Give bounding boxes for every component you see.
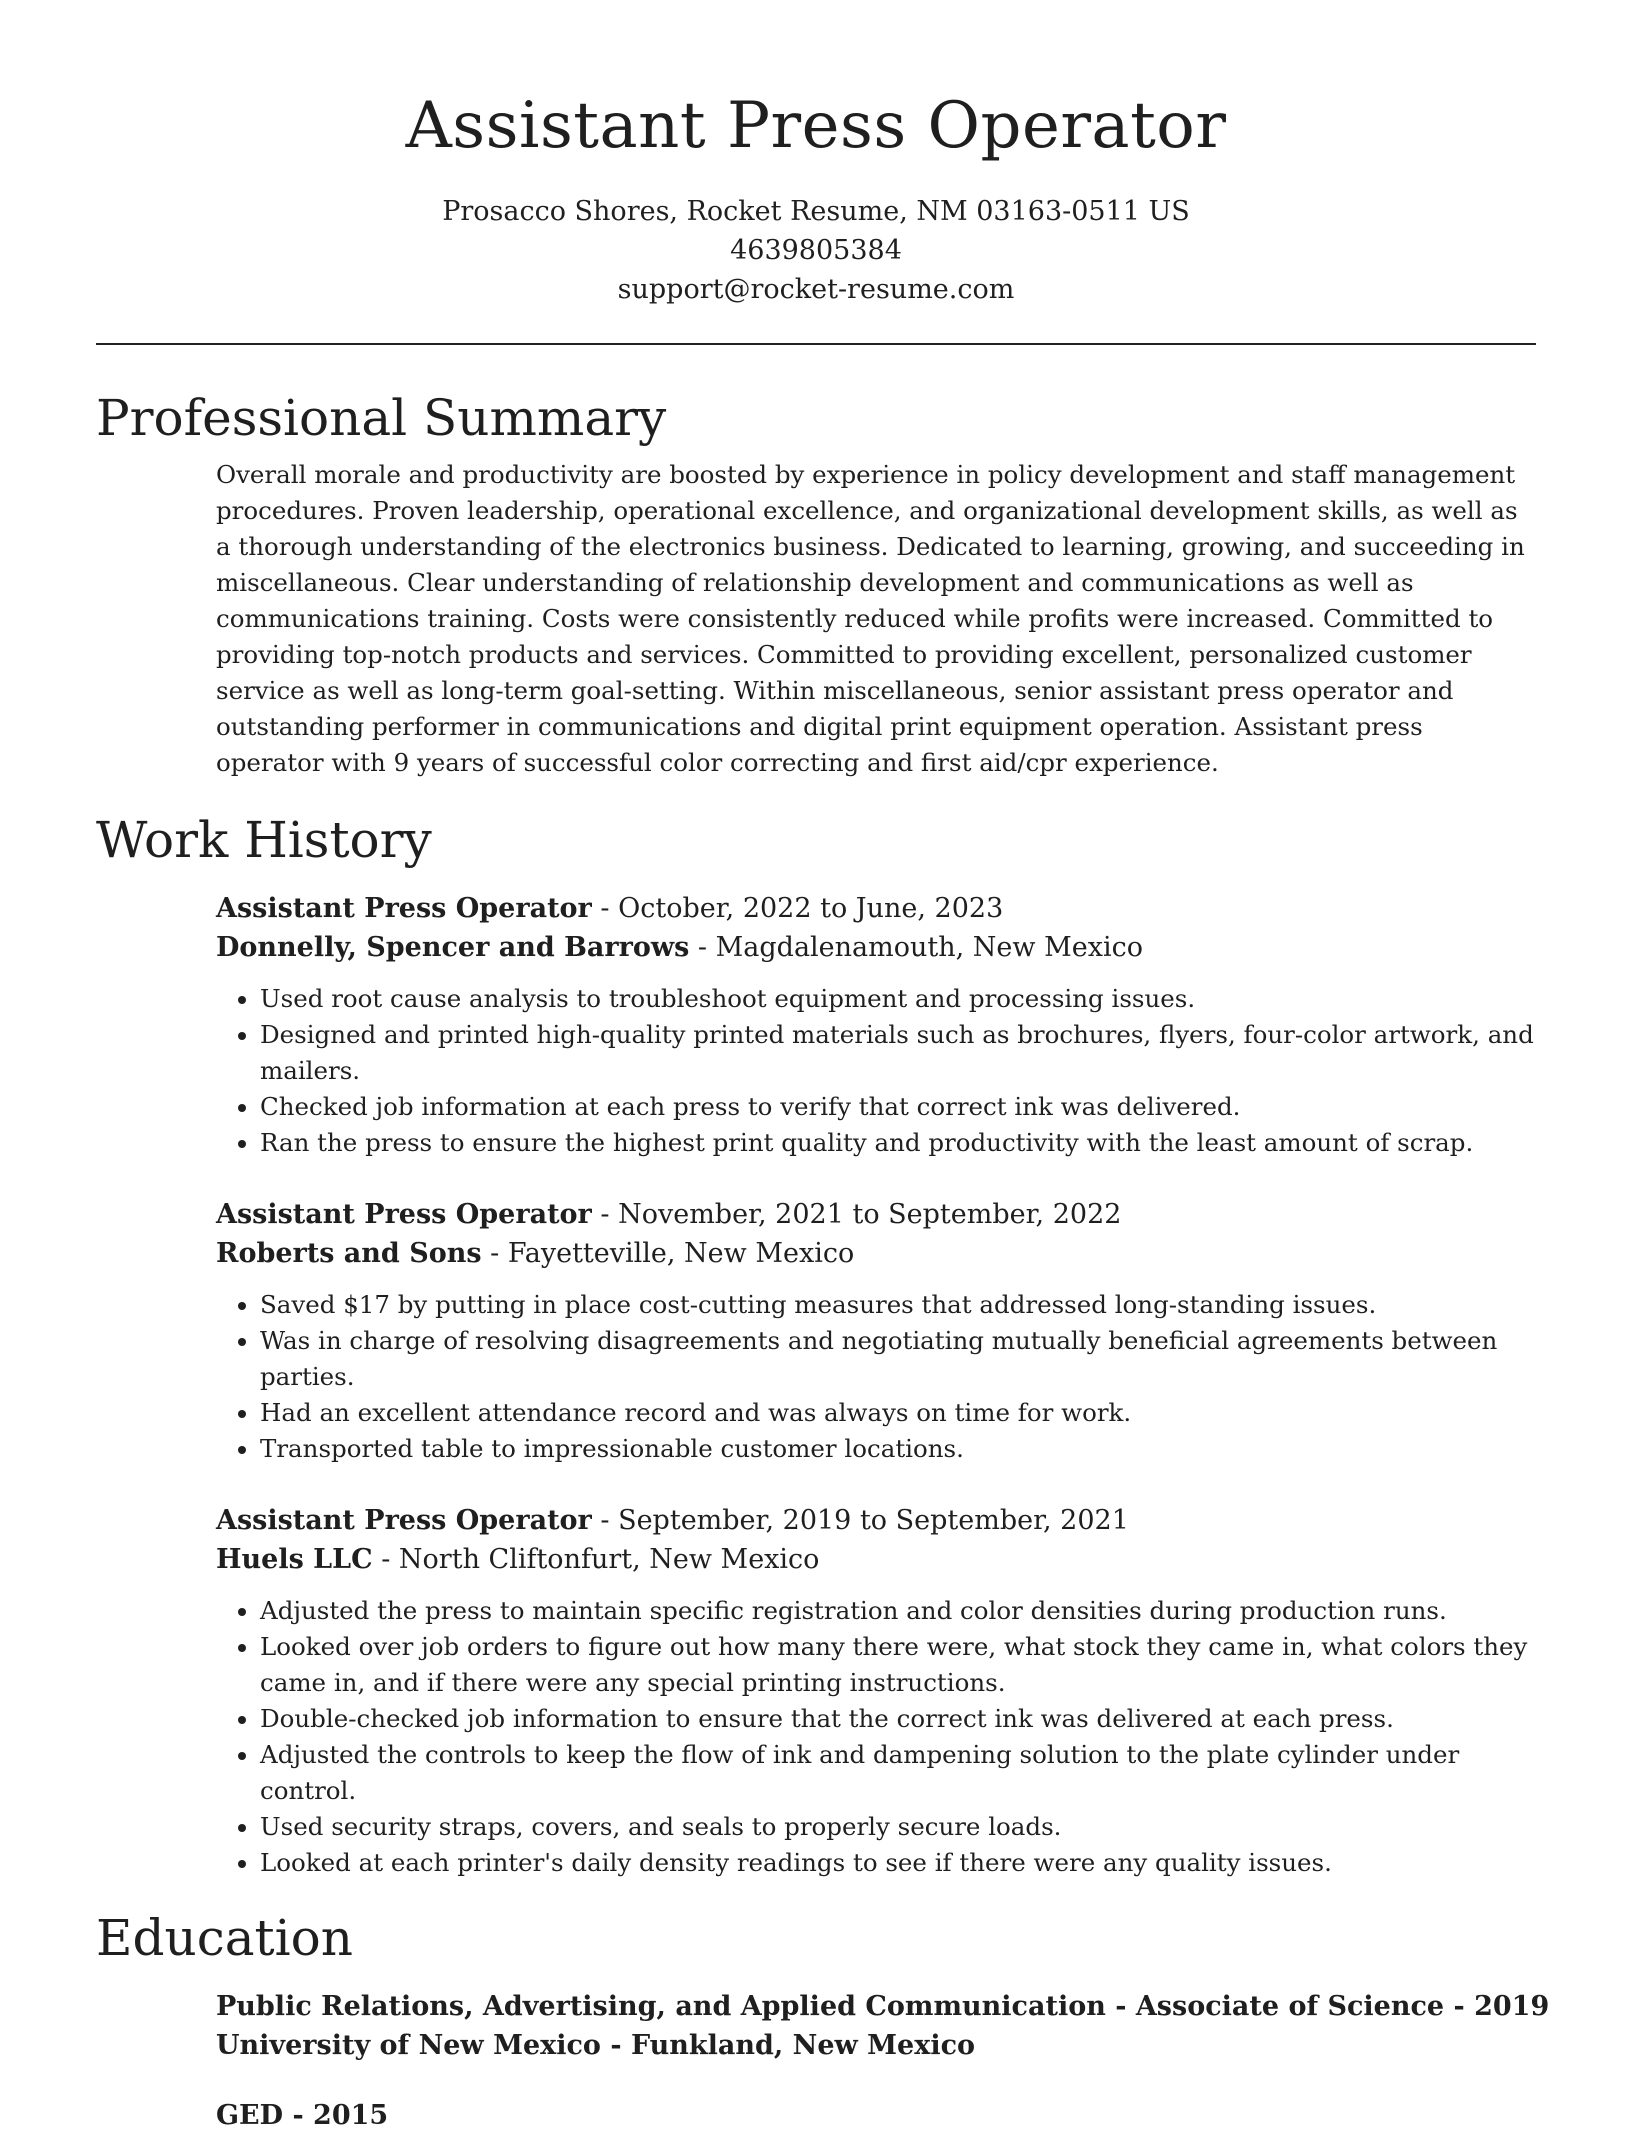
contact-address: Prosacco Shores, Rocket Resume, NM 03163-0511 US — [442, 196, 1190, 227]
list-item: • Adjusted the controls to keep the flow of ink and dampening solution to the plate cylinder under control. — [260, 1737, 1536, 1809]
list-item: • Transported table to impressionable customer locations. — [260, 1431, 1536, 1467]
job-dates: - September, 2019 to September, 2021 — [591, 1505, 1129, 1536]
job-company-line — [216, 928, 1536, 967]
list-item: • Used root cause analysis to troubleshoot equipment and processing issues. — [260, 981, 1536, 1017]
list-item: • Saved $17 by putting in place cost-cutting measures that addressed long-standing issues. — [260, 1287, 1536, 1323]
resume-header — [96, 84, 1536, 309]
job-company: Donnelly, Spencer and Barrows — [216, 932, 690, 963]
list-item: • Was in charge of resolving disagreements and negotiating mutually beneficial agreements between parties. — [260, 1323, 1536, 1395]
job-role: Assistant Press Operator — [216, 1199, 592, 1230]
list-item: • Used security straps, covers, and seals to properly secure loads. — [260, 1809, 1536, 1845]
job-role: Assistant Press Operator — [216, 893, 592, 924]
contact-phone: 4639805384 — [730, 235, 902, 266]
job-company: Huels LLC — [216, 1544, 373, 1575]
job-location: - North Cliftonfurt, New Mexico — [372, 1544, 820, 1575]
list-item: • Ran the press to ensure the highest print quality and productivity with the least amount of scrap. — [260, 1125, 1536, 1161]
job-title-line — [216, 889, 1536, 928]
summary-section — [96, 387, 1536, 781]
education-school: University of New Mexico - Funkland, New Mexico — [216, 2030, 976, 2061]
list-item: • Had an excellent attendance record and was always on time for work. — [260, 1395, 1536, 1431]
job-company-line — [216, 1234, 1536, 1273]
candidate-name: Assistant Press Operator — [405, 89, 1227, 163]
job-role: Assistant Press Operator — [216, 1505, 592, 1536]
education-degree: GED - 2015 — [216, 2100, 389, 2131]
job-location: - Magdalenamouth, New Mexico — [689, 932, 1143, 963]
education-entry — [216, 2096, 1536, 2135]
job-company: Roberts and Sons — [216, 1238, 482, 1269]
job-location: - Fayetteville, New Mexico — [481, 1238, 855, 1269]
summary-text: Overall morale and productivity are boosted by experience in policy development and staff management procedures. Proven leadership, operational excellence, and organizational development skills, as well as a thorough understanding of the electronics business. Dedicated to learning, growing, and succeeding in miscellaneous. Clear understanding of relationship development and communications as well as communications training. Costs were consistently reduced while profits were increased. Committed to providing top-notch products and services. Committed to providing excellent, personalized customer service as well as long-term goal-setting. Within miscellaneous, senior assistant press operator and outstanding performer in communications and digital print equipment operation. Assistant press operator with 9 years of successful color correcting and first aid/cpr experience. — [216, 460, 1525, 777]
education-heading: Education — [96, 1909, 353, 1967]
list-item: • Checked job information at each press to verify that correct ink was delivered. — [260, 1089, 1536, 1125]
header-divider — [96, 343, 1536, 345]
education-section — [96, 1907, 1550, 2135]
contact-email: support@rocket-resume.com — [617, 274, 1015, 305]
education-entry — [216, 1987, 1550, 2065]
list-item: • Adjusted the press to maintain specific registration and color densities during production runs. — [260, 1593, 1536, 1629]
job-dates: - October, 2022 to June, 2023 — [591, 893, 1004, 924]
work-history-section — [96, 809, 1536, 1881]
job-entry — [216, 1195, 1536, 1467]
job-company-line — [216, 1540, 1536, 1579]
job-entry — [216, 889, 1536, 1161]
summary-heading: Professional Summary — [96, 389, 667, 447]
job-dates: - November, 2021 to September, 2022 — [591, 1199, 1122, 1230]
job-entry — [216, 1501, 1536, 1881]
list-item: • Looked at each printer's daily density readings to see if there were any quality issues. — [260, 1845, 1536, 1881]
list-item: • Double-checked job information to ensure that the correct ink was delivered at each press. — [260, 1701, 1536, 1737]
job-bullets — [216, 1287, 1536, 1467]
job-bullets — [216, 1593, 1536, 1881]
work-history-heading: Work History — [96, 811, 432, 869]
job-title-line — [216, 1195, 1536, 1234]
list-item: • Looked over job orders to figure out how many there were, what stock they came in, what colors they came in, and if there were any special printing instructions. — [260, 1629, 1536, 1701]
list-item: • Designed and printed high-quality printed materials such as brochures, flyers, four-color artwork, and mailers. — [260, 1017, 1536, 1089]
job-bullets — [216, 981, 1536, 1161]
education-degree: Public Relations, Advertising, and Applied Communication - Associate of Science - 2019 — [216, 1991, 1550, 2022]
contact-info — [96, 192, 1536, 309]
job-title-line — [216, 1501, 1536, 1540]
resume-page — [96, 84, 1550, 2135]
